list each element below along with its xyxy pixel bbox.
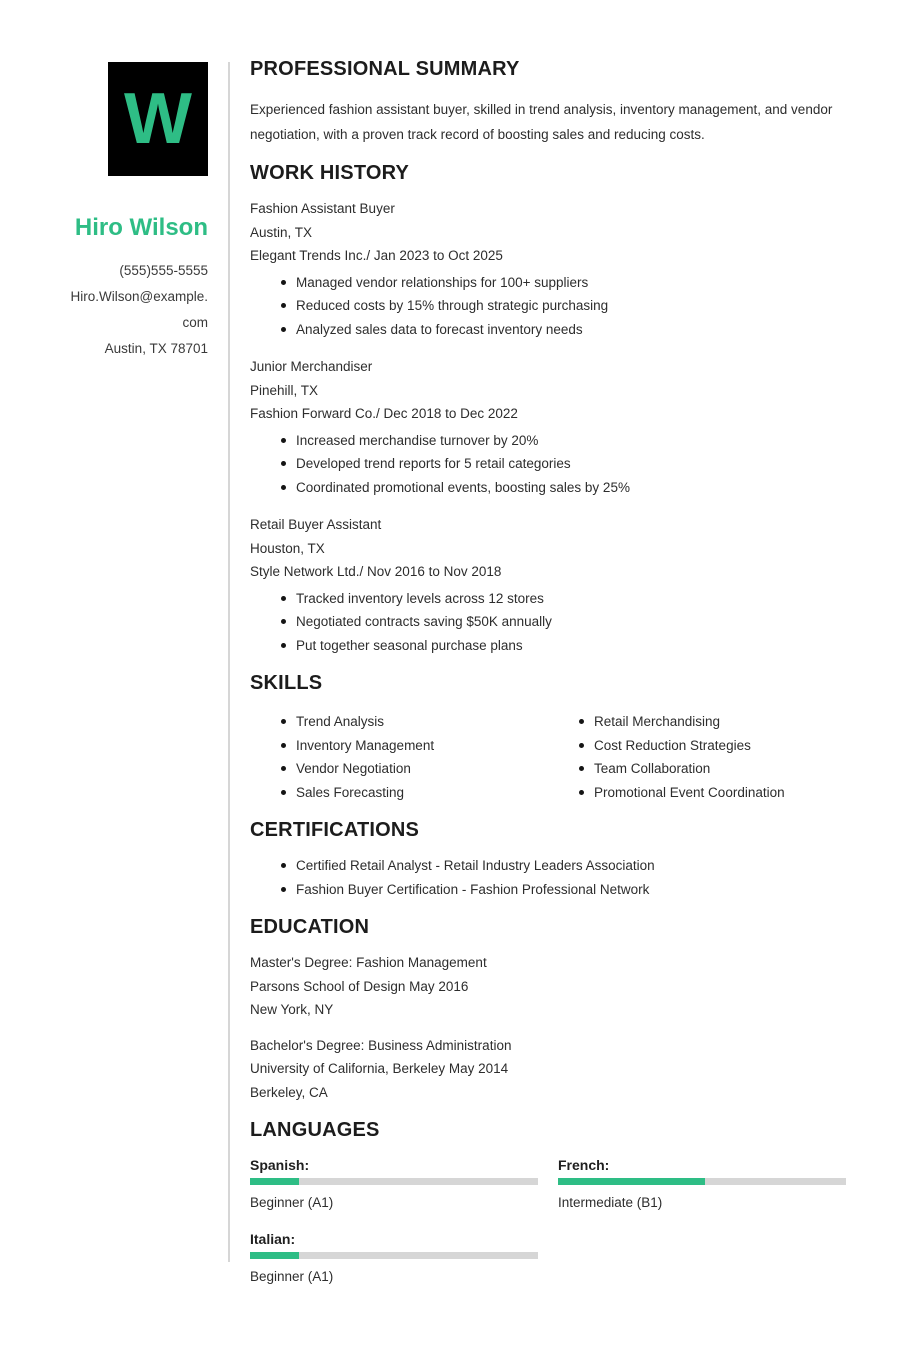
language-level: Intermediate (B1) (558, 1195, 663, 1210)
edu-location: Berkeley, CA (250, 1084, 328, 1100)
section-title-languages: LANGUAGES (250, 1119, 380, 1141)
job-bullet: Negotiated contracts saving $50K annually (250, 610, 850, 634)
contact-email: Hiro.Wilson@example.com (70, 289, 208, 330)
job-company-dates: Fashion Forward Co./ Dec 2018 to Dec 2022 (250, 406, 518, 421)
skill-item: Trend Analysis (250, 710, 548, 734)
skills-column-right (548, 710, 850, 804)
summary-text: Experienced fashion assistant buyer, skilled in trend analysis, inventory management, and vendor negotiation, with a proven track record of boosting sales and reducing costs. (250, 102, 833, 142)
job-entry (250, 355, 850, 499)
job-role: Junior Merchandiser (250, 359, 373, 374)
section-education (250, 915, 850, 1104)
edu-degree: Master's Degree: Fashion Management (250, 955, 487, 970)
edu-school: Parsons School of Design May 2016 (250, 978, 469, 994)
skill-item: Team Collaboration (548, 757, 850, 781)
skill-item: Inventory Management (250, 734, 548, 758)
skills-column-left (250, 710, 548, 804)
language-bar-fill (558, 1178, 705, 1185)
section-title-summary: PROFESSIONAL SUMMARY (250, 58, 520, 80)
job-company-dates: Style Network Ltd./ Nov 2016 to Nov 2018 (250, 564, 502, 579)
languages-grid (250, 1157, 850, 1285)
language-bar (250, 1178, 538, 1185)
section-title-skills: SKILLS (250, 672, 323, 694)
monogram-letter: W (124, 79, 192, 159)
education-entry (250, 951, 850, 1022)
language-level: Beginner (A1) (250, 1195, 334, 1210)
job-bullet: Increased merchandise turnover by 20% (250, 429, 850, 453)
job-role: Fashion Assistant Buyer (250, 201, 395, 216)
job-bullet: Coordinated promotional events, boosting sales by 25% (250, 476, 850, 500)
contact-phone: (555)555-5555 (119, 263, 208, 278)
skill-item: Cost Reduction Strategies (548, 734, 850, 758)
section-title-certifications: CERTIFICATIONS (250, 819, 420, 841)
language-level: Beginner (A1) (250, 1269, 334, 1284)
monogram-badge (108, 62, 208, 176)
job-bullet-list (250, 429, 850, 500)
job-role: Retail Buyer Assistant (250, 517, 382, 532)
job-company-dates: Elegant Trends Inc./ Jan 2023 to Oct 2025 (250, 248, 503, 263)
section-title-education: EDUCATION (250, 916, 370, 938)
language-label: Italian: (250, 1231, 296, 1247)
edu-school: University of California, Berkeley May 2014 (250, 1061, 509, 1076)
language-bar (250, 1252, 538, 1259)
skill-item: Promotional Event Coordination (548, 781, 850, 805)
certification-list (250, 854, 850, 901)
skill-item: Vendor Negotiation (250, 757, 548, 781)
main-content (250, 57, 850, 1285)
contact-block (40, 258, 208, 362)
language-item (558, 1157, 848, 1211)
vertical-divider (228, 62, 230, 1262)
contact-address: Austin, TX 78701 (104, 341, 208, 356)
sidebar (40, 62, 208, 362)
candidate-name: Hiro Wilson (74, 214, 208, 241)
skills-columns (250, 707, 850, 804)
job-entry (250, 513, 850, 657)
job-location: Houston, TX (250, 540, 325, 556)
job-bullet-list (250, 271, 850, 342)
language-bar-fill (250, 1252, 299, 1259)
job-entry (250, 197, 850, 341)
language-item (250, 1157, 540, 1211)
section-title-work: WORK HISTORY (250, 162, 410, 184)
education-entry (250, 1034, 850, 1105)
language-label: French: (558, 1157, 610, 1173)
section-languages (250, 1118, 850, 1285)
job-bullet: Tracked inventory levels across 12 stores (250, 587, 850, 611)
job-bullet: Reduced costs by 15% through strategic purchasing (250, 294, 850, 318)
section-work-history (250, 161, 850, 657)
job-bullet: Put together seasonal purchase plans (250, 634, 850, 658)
certification-item: Certified Retail Analyst - Retail Industry Leaders Association (250, 854, 850, 878)
section-professional-summary (250, 57, 850, 147)
language-bar (558, 1178, 846, 1185)
skill-item: Retail Merchandising (548, 710, 850, 734)
language-label: Spanish: (250, 1157, 310, 1173)
section-skills (250, 671, 850, 804)
edu-degree: Bachelor's Degree: Business Administration (250, 1037, 512, 1053)
language-bar-fill (250, 1178, 299, 1185)
edu-location: New York, NY (250, 1002, 334, 1017)
skill-item: Sales Forecasting (250, 781, 548, 805)
job-location: Pinehill, TX (250, 382, 319, 398)
job-bullet: Analyzed sales data to forecast inventory needs (250, 318, 850, 342)
language-item (250, 1231, 540, 1285)
job-bullet: Managed vendor relationships for 100+ suppliers (250, 271, 850, 295)
job-bullet-list (250, 587, 850, 658)
job-location: Austin, TX (250, 224, 313, 240)
certification-item: Fashion Buyer Certification - Fashion Professional Network (250, 878, 850, 902)
section-certifications (250, 818, 850, 901)
job-bullet: Developed trend reports for 5 retail categories (250, 452, 850, 476)
